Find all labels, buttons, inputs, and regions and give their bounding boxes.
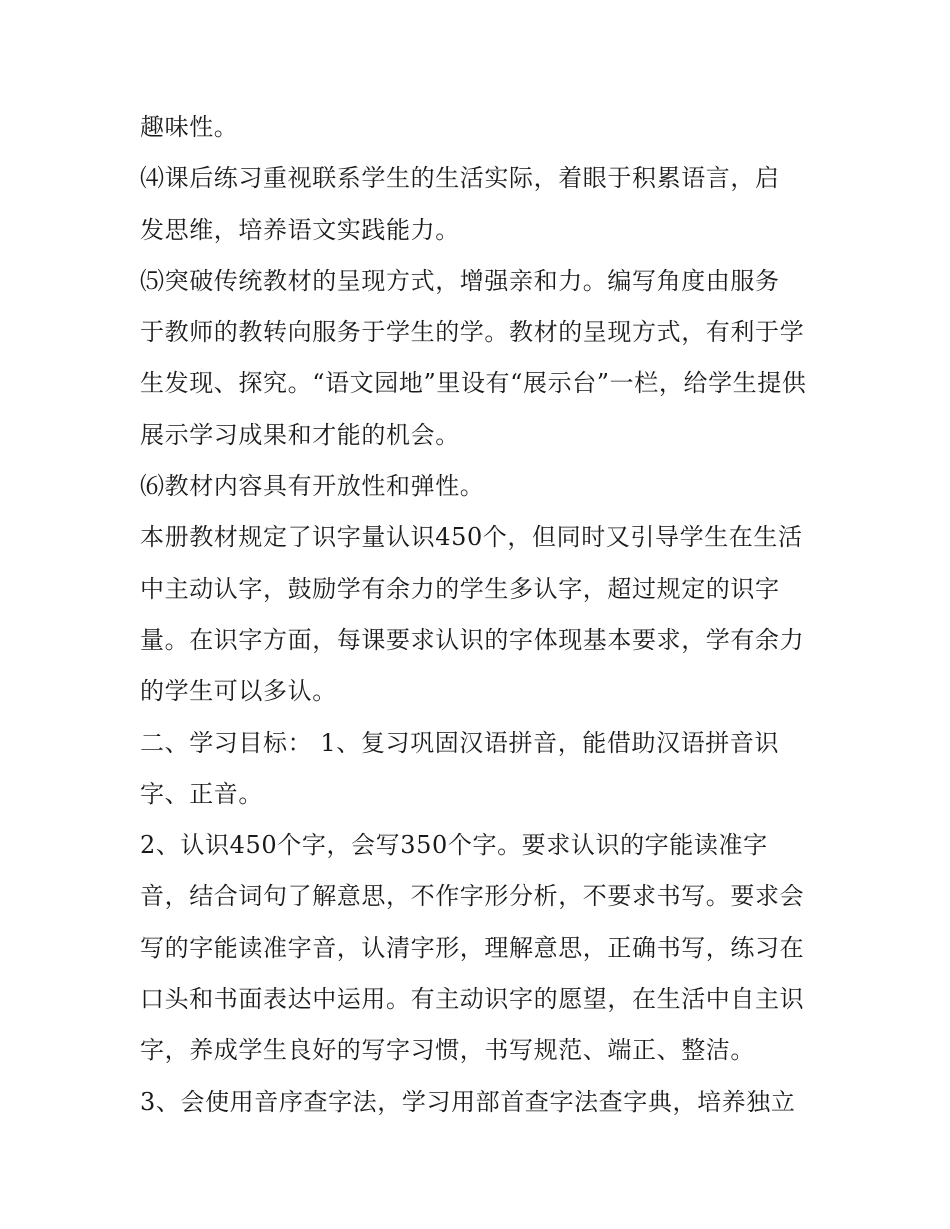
text-line: 量。在识字方面，每课要求认识的字体现基本要求，学有余力 — [140, 625, 805, 654]
text-line: 本册教材规定了识字量认识450个，但同时又引导学生在生活 — [140, 523, 803, 552]
text-line: 2、认识450个字，会写350个字。要求认识的字能读准字 — [140, 831, 768, 860]
text-line: ⑸突破传统教材的呈现方式，增强亲和力。编写角度由服务 — [140, 266, 780, 295]
text-line: ⑹教材内容具有开放性和弹性。 — [140, 472, 485, 501]
text-line: 的学生可以多认。 — [140, 677, 337, 706]
text-line: 音，结合词句了解意思，不作字形分析，不要求书写。要求会 — [140, 882, 805, 911]
text-line: 3、会使用音序查字法，学习用部首查字法查字典，培养独立 — [140, 1087, 796, 1116]
text-line: 字，养成学生良好的写字习惯，书写规范、端正、整洁。 — [140, 1036, 755, 1065]
text-line: 展示学习成果和才能的机会。 — [140, 420, 460, 449]
document-body — [140, 108, 820, 1134]
text-line: 字、正音。 — [140, 779, 263, 808]
text-line: 趣味性。 — [140, 113, 239, 141]
text-line: 中主动认字，鼓励学有余力的学生多认字，超过规定的识字 — [140, 574, 780, 603]
text-line: 生发现、探究。“语文园地”里设有“展示台”一栏，给学生提供 — [140, 369, 807, 398]
text-line: 口头和书面表达中运用。有主动识字的愿望，在生活中自主识 — [140, 985, 805, 1014]
text-line: 写的字能读准字音，认清字形，理解意思，正确书写，练习在 — [140, 933, 805, 962]
text-line: 二、学习目标： 1、复习巩固汉语拼音，能借助汉语拼音识 — [140, 728, 780, 757]
text-line: 发思维，培养语文实践能力。 — [140, 215, 460, 244]
text-line: 于教师的教转向服务于学生的学。教材的呈现方式，有利于学 — [140, 318, 805, 347]
text-line: ⑷课后练习重视联系学生的生活实际，着眼于积累语言，启 — [140, 164, 780, 193]
